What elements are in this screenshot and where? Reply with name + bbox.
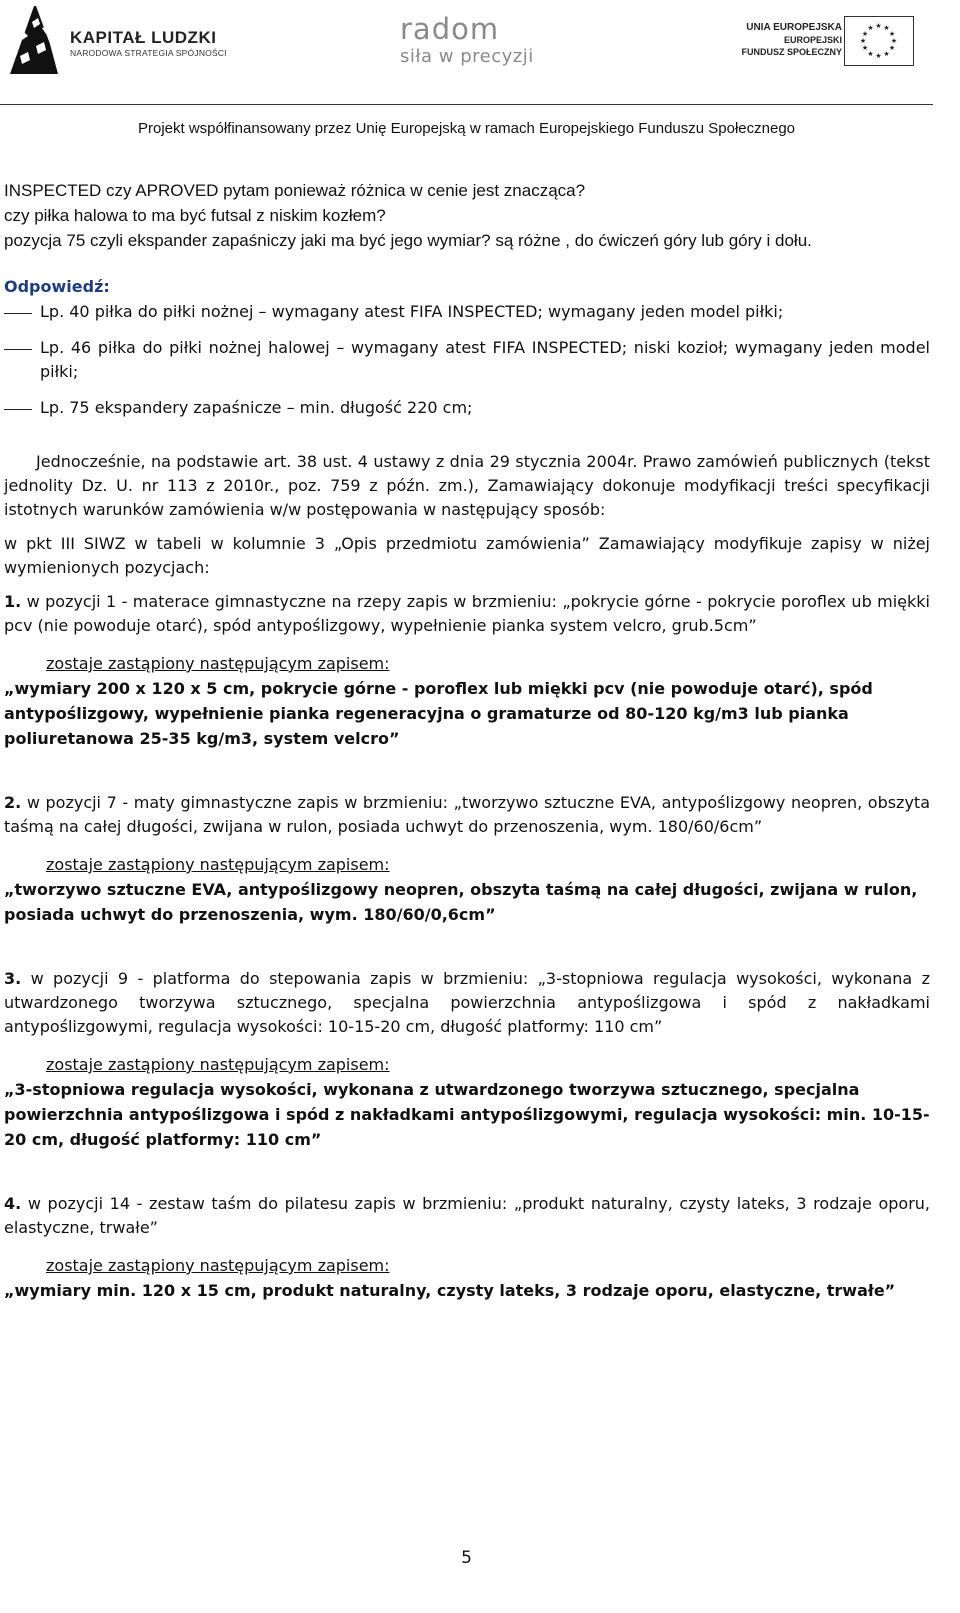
answer-bullet-text: Lp. 75 ekspandery zapaśnicze – min. długość 220 cm; [40, 398, 473, 417]
eu-logo [734, 14, 944, 70]
eu-line-3: FUNDUSZ SPOŁECZNY [741, 47, 842, 57]
item-1-replace-label: zostaje zastąpiony następującym zapisem: [46, 654, 390, 673]
radom-wordmark: radom [400, 12, 500, 46]
eu-text [741, 22, 842, 58]
kapital-ludzki-emblem-icon [6, 4, 62, 76]
header-divider [0, 104, 933, 105]
item-2-old [4, 791, 930, 839]
radom-tagline: siła w precyzji [400, 46, 534, 67]
svg-text:★: ★ [859, 37, 867, 45]
eu-line-2: EUROPEJSKI [783, 35, 842, 45]
modification-intro: Jednocześnie, na podstawie art. 38 ust. 4 ustawy z dnia 29 stycznia 2004r. Prawo zamówień publicznych (tekst jednolity Dz. U. nr 113 z 2010r., poz. 759 z późn. zm.), Zamawiający dokonuje modyfikacji treści specyfikacji istotnych warunków zamówienia w/w postępowania w następujący sposób: [4, 452, 930, 519]
item-4-old [4, 1192, 930, 1240]
svg-text:★: ★ [888, 44, 896, 52]
item-3-replace-label: zostaje zastąpiony następującym zapisem: [46, 1055, 390, 1074]
answer-bullet [4, 336, 930, 384]
question-line-3: pozycja 75 czyli ekspander zapaśniczy jaki ma być jego wymiar? są różne , do ćwiczeń góry lub góry i dołu. [4, 231, 812, 250]
svg-text:★: ★ [867, 50, 874, 58]
answer-bullet-text: Lp. 40 piłka do piłki nożnej – wymagany atest FIFA INSPECTED; wymagany jeden model piłki; [40, 302, 784, 321]
document-body [4, 178, 930, 1343]
eu-line-1: UNIA EUROPEJSKA [746, 22, 842, 33]
svg-text:★: ★ [875, 52, 882, 60]
question-line-2: czy piłka halowa to ma być futsal z niskim kozłem? [4, 206, 386, 225]
page-number: 5 [461, 1548, 472, 1568]
item-1-number: 1. [4, 592, 22, 611]
cofinance-note: Projekt współfinansowany przez Unię Europejską w ramach Europejskiego Funduszu Społecznego [137, 120, 796, 137]
answer-label: Odpowiedź: [4, 277, 110, 296]
eu-flag-icon [844, 16, 914, 66]
item-3-number: 3. [4, 969, 22, 988]
question-line-1: INSPECTED czy APROVED pytam ponieważ różnica w cenie jest znacząca? [4, 181, 586, 200]
kapital-ludzki-logo [6, 4, 246, 78]
item-1-new-text: „wymiary 200 x 120 x 5 cm, pokrycie górne - poroflex lub miękki pcv (nie powoduje otarć), spód antypoślizgowy, wypełnienie pianka regeneracyjna o gramaturze od 80-120 kg/m3 lub pianka poliuretanowa 25-35 kg/m3, system velcro” [4, 679, 873, 748]
kapital-ludzki-title: KAPITAŁ LUDZKI [70, 28, 217, 47]
item-4-number: 4. [4, 1194, 22, 1213]
item-3-old-text: w pozycji 9 - platforma do stepowania zapis w brzmieniu: „3-stopniowa regulacja wysokości, wykonana z utwardzonego tworzywa sztucznego, specjalna powierzchnia antypoślizgowa i spód z nakładkami antypoślizgowymi, regulacja wysokości: 10-15-20 cm, długość platformy: 110 cm” [4, 969, 930, 1036]
item-2-old-text: w pozycji 7 - maty gimnastyczne zapis w brzmieniu: „tworzywo sztuczne EVA, antypoślizgowy neopren, obszyta taśmą na całej długości, zwijana w rulon, posiada uchwyt do przenoszenia, wym. 180/60/6cm” [4, 793, 930, 836]
svg-text:★: ★ [888, 30, 896, 38]
item-2-new-text: „tworzywo sztuczne EVA, antypoślizgowy neopren, obszyta taśmą na całej długości, zwijana w rulon, posiada uchwyt do przenoszenia, wym. 180/60/0,6cm” [4, 880, 918, 924]
answer-bullet [4, 300, 930, 324]
svg-text:★: ★ [861, 44, 869, 52]
radom-logo [400, 14, 560, 74]
item-3-new-text: „3-stopniowa regulacja wysokości, wykonana z utwardzonego tworzywa sztucznego, specjalna powierzchnia antypoślizgowa i spód z nakładkami antypoślizgowymi, regulacja wysokości: min. 10-15-20 cm, długość platformy: 110 cm” [4, 1080, 930, 1149]
svg-text:★: ★ [861, 30, 869, 38]
item-4-old-text: w pozycji 14 - zestaw taśm do pilatesu zapis w brzmieniu: „produkt naturalny, czysty lateks, 3 rodzaje oporu, elastyczne, trwałe” [4, 1194, 930, 1237]
answer-bullet [4, 396, 930, 420]
svg-text:★: ★ [883, 24, 890, 32]
item-2-number: 2. [4, 793, 22, 812]
svg-text:★: ★ [890, 37, 898, 45]
item-1-old-text: w pozycji 1 - materace gimnastyczne na rzepy zapis w brzmieniu: „pokrycie górne - pokrycie poroflex ub miękki pcv (nie powoduje otarć), spód antypoślizgowy, wypełnienie pianka system velcro, grub.5cm” [4, 592, 930, 635]
item-1-old [4, 590, 930, 638]
item-4-new-text: „wymiary min. 120 x 15 cm, produkt naturalny, czysty lateks, 3 rodzaje oporu, elastyczne, trwałe” [4, 1281, 896, 1300]
item-4-replace-label: zostaje zastąpiony następującym zapisem: [46, 1256, 390, 1275]
item-3-old [4, 967, 930, 1039]
answer-bullet-text: Lp. 46 piłka do piłki nożnej halowej – wymagany atest FIFA INSPECTED; niski kozioł; wymagany jeden model piłki; [40, 338, 930, 381]
modification-scope: w pkt III SIWZ w tabeli w kolumnie 3 „Opis przedmiotu zamówienia” Zamawiający modyfikuje zapisy w niżej wymienionych pozycjach: [4, 534, 930, 577]
svg-text:★: ★ [867, 24, 874, 32]
svg-text:★: ★ [883, 50, 890, 58]
svg-text:★: ★ [875, 22, 882, 30]
kapital-ludzki-subtitle: NARODOWA STRATEGIA SPÓJNOŚCI [70, 48, 227, 58]
item-2-replace-label: zostaje zastąpiony następującym zapisem: [46, 855, 390, 874]
page-header [0, 0, 960, 110]
